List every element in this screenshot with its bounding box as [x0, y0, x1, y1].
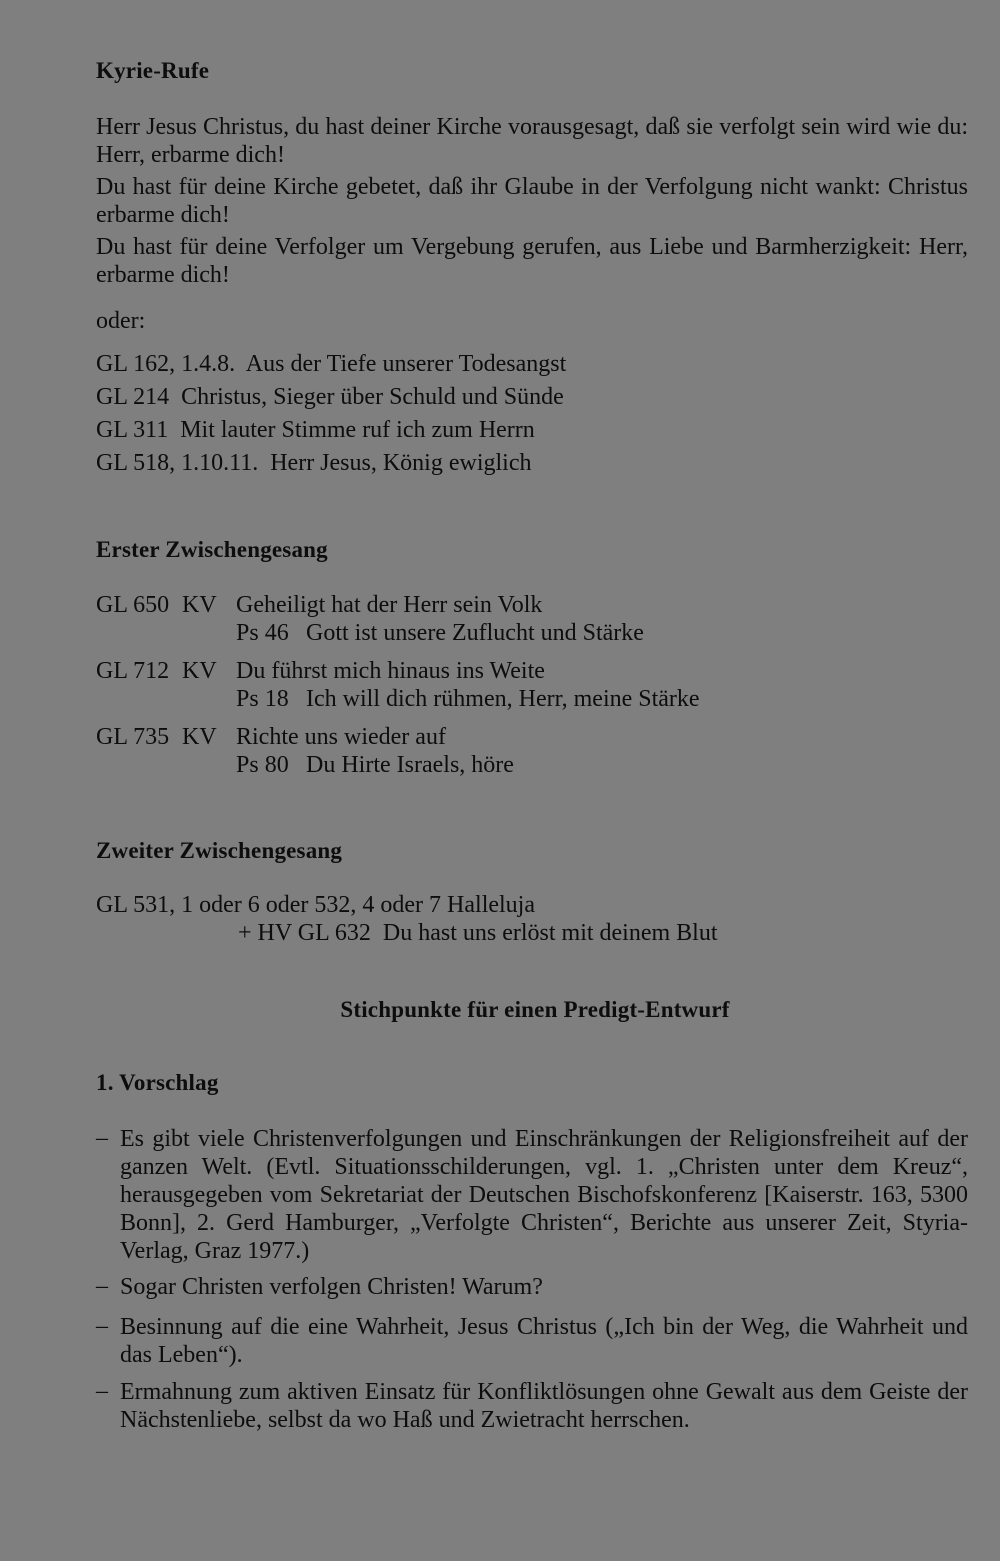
section-heading-zweiter: Zweiter Zwischengesang [96, 838, 343, 863]
song-title: Geheiligt hat der Herr sein Volk [236, 592, 543, 618]
dash-marker: – [96, 1125, 108, 1151]
kv-label: KV [182, 658, 217, 684]
zweiter-line-2: + HV GL 632 Du hast uns erlöst mit deinem Blut [238, 920, 718, 946]
bullet-text: Es gibt viele Christenverfolgungen und Einschränkungen der Religionsfreiheit auf der ganzen Welt. (Evtl. Situationsschilderungen, vgl. 1. „Christen unter dem Kreuz“, herausgegeben vom Sekretariat der Deutschen Bischofskonferenz [Kaiserstr. 163, 5300 Bonn], 2. Gerd Hamburger, „Verfolgte Christen“, Berichte aus unserer Zeit, Styria-Verlag, Graz 1977.) [120, 1126, 968, 1264]
psalm-title: Du Hirte Israels, höre [306, 752, 514, 778]
song-line-3: GL 311 Mit lauter Stimme ruf ich zum Herrn [96, 417, 535, 443]
bullet-text: Besinnung auf die eine Wahrheit, Jesus Christus („Ich bin der Weg, die Wahrheit und das Leben“). [120, 1314, 968, 1368]
zweiter-line-1: GL 531, 1 oder 6 oder 532, 4 oder 7 Halleluja [96, 892, 535, 918]
gl-number: GL 712 [96, 658, 170, 684]
gl-number: GL 735 [96, 724, 170, 750]
song-title: Du führst mich hinaus ins Weite [236, 658, 545, 684]
dash-marker: – [96, 1378, 108, 1404]
kv-label: KV [182, 592, 217, 618]
kyrie-invocation-3: Du hast für deine Verfolger um Vergebung gerufen, aus Liebe und Barmherzigkeit: Herr, erbarme dich! [96, 234, 968, 288]
song-title: Richte uns wieder auf [236, 724, 446, 750]
section-heading-erster: Erster Zwischengesang [96, 537, 328, 562]
kyrie-invocation-2: Du hast für deine Kirche gebetet, daß ihr Glaube in der Verfolgung nicht wankt: Christus erbarme dich! [96, 174, 968, 228]
song-line-2: GL 214 Christus, Sieger über Schuld und Sünde [96, 384, 564, 410]
dash-marker: – [96, 1313, 108, 1339]
kyrie-invocation-1: Herr Jesus Christus, du hast deiner Kirche vorausgesagt, daß sie verfolgt sein wird wie du: Herr, erbarme dich! [96, 114, 968, 168]
vorschlag-heading: 1. Vorschlag [96, 1070, 219, 1095]
psalm-title: Ich will dich rühmen, Herr, meine Stärke [306, 686, 700, 712]
bullet-text: Sogar Christen verfolgen Christen! Warum? [120, 1274, 543, 1300]
psalm-number: Ps 46 [236, 620, 289, 646]
dash-marker: – [96, 1273, 108, 1299]
kv-label: KV [182, 724, 217, 750]
song-line-4: GL 518, 1.10.11. Herr Jesus, König ewiglich [96, 450, 532, 476]
gl-number: GL 650 [96, 592, 170, 618]
section-heading-predigt: Stichpunkte für einen Predigt-Entwurf [340, 997, 730, 1022]
section-heading-kyrie: Kyrie-Rufe [96, 58, 210, 83]
oder-label: oder: [96, 308, 146, 334]
song-line-1: GL 162, 1.4.8. Aus der Tiefe unserer Todesangst [96, 351, 567, 377]
psalm-number: Ps 18 [236, 686, 289, 712]
psalm-number: Ps 80 [236, 752, 289, 778]
bullet-text: Ermahnung zum aktiven Einsatz für Konfliktlösungen ohne Gewalt aus dem Geiste der Nächstenliebe, selbst da wo Haß und Zwietracht herrschen. [120, 1379, 968, 1433]
psalm-title: Gott ist unsere Zuflucht und Stärke [306, 620, 644, 646]
